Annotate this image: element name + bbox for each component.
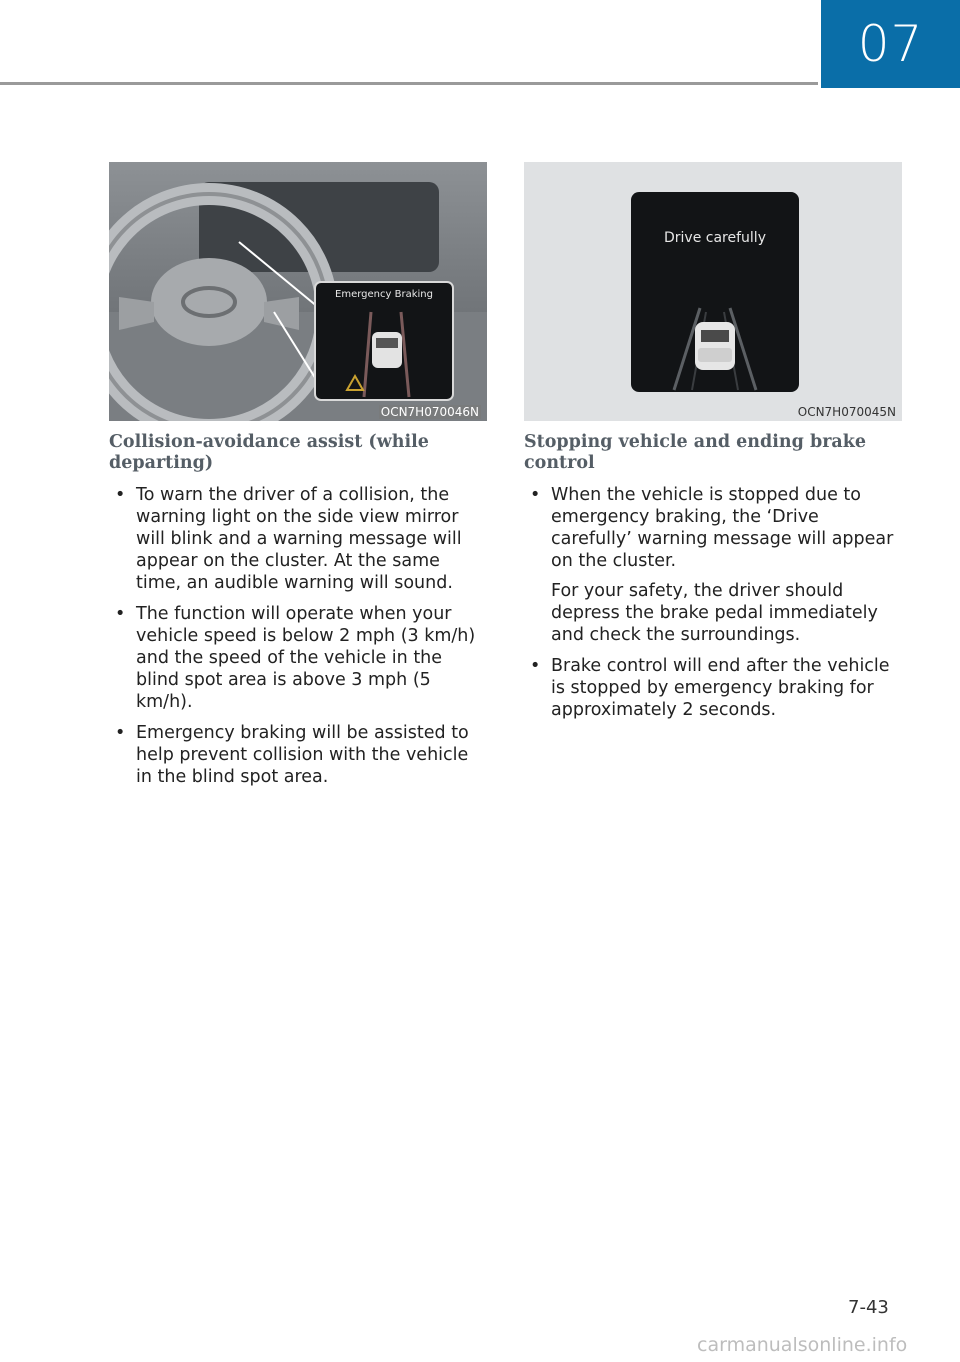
header-rule [0, 82, 818, 85]
list-item-text: When the vehicle is stopped due to emergency braking, the ‘Drive carefully’ warning message will appear on the cluster. [551, 485, 894, 571]
list-item [524, 484, 904, 646]
figure-code: OCN7H070045N [797, 405, 896, 419]
watermark: carmanualsonline.info [697, 1334, 908, 1356]
bullet-dot: • [115, 485, 126, 505]
bullet-dot: • [115, 723, 126, 743]
list-item-text: Brake control will end after the vehicle is stopped by emergency braking for approximately 2 seconds. [551, 656, 890, 720]
figure-drive-carefully [524, 162, 902, 421]
bullet-dot: • [530, 485, 541, 505]
list-item [524, 655, 904, 721]
figure-code: OCN7H070046N [380, 405, 479, 419]
list-item [109, 722, 489, 788]
section-heading: Collision-avoidance assist (while departing) [109, 432, 429, 473]
cluster-display-illustration [524, 162, 902, 421]
cluster-message-emergency-braking: Emergency Braking [335, 289, 433, 300]
list-item-text: To warn the driver of a collision, the warning light on the side view mirror will blink and a warning message will appear on the cluster. At the same time, an audible warning will sound. [136, 485, 462, 593]
section-collision-avoidance [109, 432, 489, 797]
bullet-list [524, 484, 904, 721]
figure-emergency-braking [109, 162, 487, 421]
list-item [109, 603, 489, 713]
section-heading: Stopping vehicle and ending brake control [524, 432, 867, 473]
list-item-text: Emergency braking will be assisted to help prevent collision with the vehicle in the blind spot area. [136, 723, 469, 787]
cluster-message-drive-carefully: Drive carefully [664, 230, 766, 246]
chapter-tab: 07 [821, 0, 960, 88]
bullet-dot: • [530, 656, 541, 676]
list-item-note: For your safety, the driver should depress the brake pedal immediately and check the surroundings. [551, 581, 878, 645]
section-stopping-vehicle [524, 432, 904, 730]
bullet-dot: • [115, 604, 126, 624]
page-number: 7-43 [848, 1297, 889, 1318]
bullet-list [109, 484, 489, 788]
list-item [109, 484, 489, 594]
list-item-text: The function will operate when your vehicle speed is below 2 mph (3 km/h) and the speed of the vehicle in the blind spot area is above 3 mph (5 km/h). [136, 604, 476, 712]
